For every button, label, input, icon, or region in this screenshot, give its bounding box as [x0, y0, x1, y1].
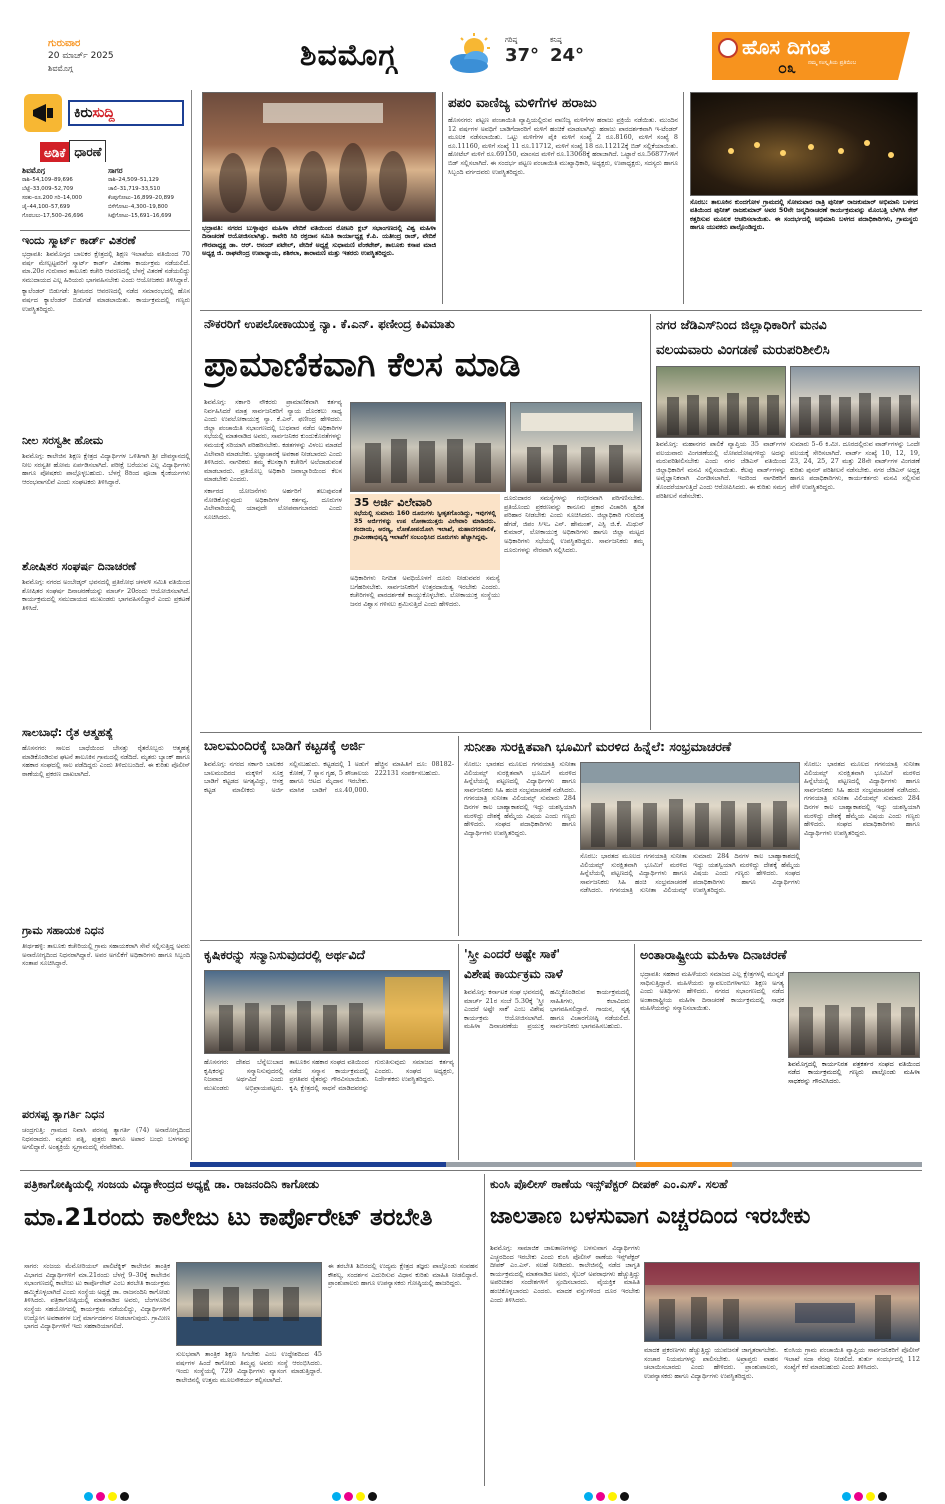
date-label: 20 ಮಾರ್ಚ್ 2025	[48, 51, 114, 61]
min-temp-block	[550, 36, 590, 76]
masthead	[0, 0, 945, 90]
sidebar-body-4: ಹೊಸನಗರ: ಸಾಲದ ಬಾಧೆಯಿಂದ ಬೇಸತ್ತು ರೈತರೊಬ್ಬರು ಆತ್ಮಹತ್ಯೆ ಮಾಡಿಕೊಂಡಿರುವ ಘಟನೆ ತಾಲೂಕಿನ ಗ್ರಾಮದಲ್ಲಿ ನಡೆದಿದೆ. ಮೃತರು ಬ್ಯಾಂಕ್ ಹಾಗೂ ಸಹಕಾರ ಸಂಘದಲ್ಲಿ ಸಾಲ ಪಡೆದಿದ್ದರು ಎಂದು ತಿಳಿದುಬಂದಿದೆ. ಈ ಕುರಿತು ಪೊಲೀಸ್ ಠಾಣೆಯಲ್ಲಿ ಪ್ರಕರಣ ದಾಖಲಾಗಿದೆ.	[22, 744, 190, 778]
photo-mahila-caption: ಭದ್ರಾವತಿ: ನಗರದ ಬುಳ್ಳಾಪುರ ಮಹಿಳಾ ವೇದಿಕೆ ವತಿಯಿಂದ ರೋಟರಿ ಕ್ಲಬ್ ಸಭಾಂಗಣದಲ್ಲಿ ವಿಶ್ವ ಮಹಿಳಾ ದಿನಾಚರಣೆ ಆಯೋಜಿಸಲಾಗಿತ್ತು. ಕಾವೇರಿ ಸಿರಿ ರಕ್ತದಾನ ಸಮಿತಿ ಕಾರ್ಯಾಧ್ಯಕ್ಷ ಕೆ.ಪಿ. ಯತೀಂದ್ರ ರಾಜ್, ವೇದಿಕೆ ಗೌರವಾಧ್ಯಕ್ಷ ಡಾ. ಆರ್. ಆನಂದ್ ಪಟೇಲ್, ವೇದಿಕೆ ಅಧ್ಯಕ್ಷೆ ಸುಧಾಮಣಿ ವೆಂಕಟೇಶ್, ತಾಲೂಕು ಕಸಾಪ ಮಾಜಿ ಅಧ್ಯಕ್ಷ ಜಿ. ರಾಘವೇಂದ್ರ ಉಪಾಧ್ಯಾಯ, ಶಶಿಕಲಾ, ತಾರಾಮಣಿ ಮತ್ತು ಇತರರು ಉಪಸ್ಥಿತರಿದ್ದರು.	[202, 224, 436, 258]
sidebar-body-2: ಶಿವಮೊಗ್ಗ: ಕಾಲೇಜಿನ ಶಿಕ್ಷಣ ಕ್ಷೇತ್ರದ ವಿದ್ಯಾರ್ಥಿಗಳ ಒಳಿತಿಗಾಗಿ ಶ್ರೀ ದೇವಸ್ಥಾನದಲ್ಲಿ ನೀಲ ಸರಸ್ವತೀ ಹೋಮ ಏರ್ಪಡಿಸಲಾಗಿದೆ. ಪರೀಕ್ಷೆ ಬರೆಯುವ ಎಲ್ಲ ವಿದ್ಯಾರ್ಥಿಗಳು ಹಾಗೂ ಪೋಷಕರು ಪಾಲ್ಗೊಳ್ಳಬಹುದು. ಬೆಳಗ್ಗೆ 8ರಿಂದ ಪೂಜಾ ಕೈಂಕರ್ಯಗಳು ಆರಂಭವಾಗಲಿವೆ ಎಂದು ಸಂಘಟಕರು ತಿಳಿಸಿದ್ದಾರೆ.	[22, 452, 190, 486]
section-divider-orange	[636, 1162, 732, 1167]
antararashtriya-caption: ಶಿವಮೊಗ್ಗದಲ್ಲಿ ಕಾರ್ಯನಿರತ ಪತ್ರಕರ್ತರ ಸಂಘದ ವತಿಯಿಂದ ನಡೆದ ಕಾರ್ಯಕ್ರಮದಲ್ಲಿ ಗಣ್ಯರು ಪಾಲ್ಗೊಂಡು ಮಹಿಳಾ ಸಾಧಕರನ್ನು ಗೌರವಿಸಿದರು.	[788, 1060, 920, 1085]
papam-headline: ಪಪಂ ವಾಣಿಜ್ಯ ಮಳಿಗೆಗಳ ಹರಾಜು	[448, 95, 597, 111]
police-body-col2: ಮಾದಕ ಪ್ರಕರಣಗಳು ಹೆಚ್ಚುತ್ತಿದ್ದು ಯುವಜನತೆ ಜಾಗೃತರಾಗಬೇಕು. ಸಂಚಾರ ನಿಯಮಗಳನ್ನು ಪಾಲಿಸಬೇಕು. ಅಪ್ರಾಪ್ತರು ವಾಹನ ಚಲಾಯಿಸಬಾರದು ಎಂದು ಹೇಳಿದರು. ಪ್ರಾಂಶುಪಾಲರು, ಉಪನ್ಯಾಸಕರು ಹಾಗೂ ವಿದ್ಯಾರ್ಥಿಗಳು ಉಪಸ್ಥಿತರಿದ್ದರು.	[644, 1346, 778, 1380]
lokayukta-box-body: ಸಭೆಯಲ್ಲಿ ಸುಮಾರು 160 ದೂರುಗಳು ಸ್ವೀಕೃತಗೊಂಡಿದ್ದು, ಇವುಗಳಲ್ಲಿ 35 ಅರ್ಜಿಗಳನ್ನು ಉಪ ಲೋಕಾಯುಕ್ತರು ವಿಲೇವಾರಿ ಮಾಡಿದರು. ಕಂದಾಯ, ಅರಣ್ಯ, ಲೋಕೋಪಯೋಗಿ ಇಲಾಖೆ, ಮಹಾನಗರಪಾಲಿಕೆ, ಗ್ರಾಮೀಣಾಭಿವೃದ್ಧಿ ಇಲಾಖೆಗೆ ಸಂಬಂಧಿಸಿದ ದೂರುಗಳು ಹೆಚ್ಚಾಗಿದ್ದವು.	[354, 510, 496, 541]
sidebar-heading-4: ಸಾಲಬಾಧೆ: ರೈತ ಆತ್ಮಹತ್ಯೆ	[22, 726, 114, 739]
sidebar-heading-6: ಪರಸಪ್ಪ ತ್ಯಾಗರ್ತಿ ನಿಧನ	[22, 1108, 105, 1121]
market1-label: ಶಿವಮೊಗ್ಗ	[22, 166, 46, 175]
lokayukta-col3: ದೂರುದಾರರ ಸಮಸ್ಯೆಗಳನ್ನು ಗಂಭೀರವಾಗಿ ಪರಿಗಣಿಸಬೇಕು. ಪ್ರತಿಯೊಂದು ಪ್ರಕರಣವನ್ನು ಕಾನೂನು ಪ್ರಕಾರ ವಿಚಾರಿಸಿ ತ್ವರಿತ ಪರಿಹಾರ ನೀಡಬೇಕು ಎಂದು ಸೂಚಿಸಿದರು. ಜಿಲ್ಲಾಧಿಕಾರಿ ಗುರುದತ್ತ ಹೆಗಡೆ, ಜಿಪಂ ಸಿಇಒ ಎನ್. ಹೇಮಂತ್, ಎಸ್ಪಿ ಜಿ.ಕೆ. ಮಿಥುನ್ ಕುಮಾರ್, ಲೋಕಾಯುಕ್ತ ಅಧಿಕಾರಿಗಳು ಹಾಗೂ ಜಿಲ್ಲಾ ಮಟ್ಟದ ಅಧಿಕಾರಿಗಳು ಸಭೆಯಲ್ಲಿ ಉಪಸ್ಥಿತರಿದ್ದರು. ಸಾರ್ವಜನಿಕರು ತಮ್ಮ ದೂರುಗಳನ್ನು ನೇರವಾಗಿ ಸಲ್ಲಿಸಿದರು.	[504, 494, 644, 554]
market1-rates: ರಾಶಿ–54,109–89,696 ಬೆಟ್ಟೆ–33,009–52,709 ಸರಕು–ರೂ.200 ಗರಿ–14,000 ಚೈ–44,100–57,699 ಗೊರಬಲು–17,500–26,696	[22, 177, 84, 219]
sunita-headline: ಸುನೀತಾ ಸುರಕ್ಷಿತವಾಗಿ ಭೂಮಿಗೆ ಮರಳಿದ ಹಿನ್ನೆಲೆ: ಸಂಭ್ರಮಾಚರಣೆ	[464, 739, 732, 754]
lokayukta-col1-para-a: ಶಿವಮೊಗ್ಗ: ಸರ್ಕಾರಿ ನೌಕರರು ಪ್ರಾಮಾಣಿಕವಾಗಿ ಕರ್ತವ್ಯ ನಿರ್ವಹಿಸಿದರೆ ಮಾತ್ರ ಸಾರ್ವಜನಿಕರಿಗೆ ನ್ಯಾಯ ದೊರಕಲು ಸಾಧ್ಯ ಎಂದು ಉಪಲೋಕಾಯುಕ್ತ ನ್ಯಾ. ಕೆ.ಎನ್. ಫಣೀಂದ್ರ ಹೇಳಿದರು. ಜಿಲ್ಲಾ ಪಂಚಾಯಿತಿ ಸಭಾಂಗಣದಲ್ಲಿ ಬುಧವಾರ ನಡೆದ ಅಧಿಕಾರಿಗಳ ಸಭೆಯಲ್ಲಿ ಮಾತನಾಡಿದ ಅವರು, ಸಾರ್ವಜನಿಕರ ಕುಂದುಕೊರತೆಗಳನ್ನು ಸಮಯಕ್ಕೆ ಸರಿಯಾಗಿ ಪರಿಹರಿಸಬೇಕು. ಕಡತಗಳನ್ನು ವಿಳಂಬ ಮಾಡದೆ ವಿಲೇವಾರಿ ಮಾಡಬೇಕು. ಭ್ರಷ್ಟಾಚಾರಕ್ಕೆ ಅವಕಾಶ ನೀಡಬಾರದು ಎಂದು ತಿಳಿಸಿದರು. ನಾಗರಿಕರು ತಮ್ಮ ಕೆಲಸಕ್ಕಾಗಿ ಕಚೇರಿಗೆ ಅಲೆದಾಡುವಂತೆ ಮಾಡಬಾರದು. ಪ್ರತಿಯೊಬ್ಬ ಅಧಿಕಾರಿ ಜವಾಬ್ದಾರಿಯಿಂದ ಕೆಲಸ ಮಾಡಬೇಕು ಎಂದರು.	[204, 398, 342, 484]
college-body-col3: ಈ ತರಬೇತಿ ಶಿಬಿರದಲ್ಲಿ ಉದ್ಯಮ ಕ್ಷೇತ್ರದ ತಜ್ಞರು ಪಾಲ್ಗೊಂಡು ಸಂವಹನ ಕೌಶಲ್ಯ, ಸಂದರ್ಶನ ಎದುರಿಸುವ ವಿಧಾನ ಕುರಿತು ಮಾಹಿತಿ ನೀಡಲಿದ್ದಾರೆ. ಪ್ರಾಂಶುಪಾಲರು ಹಾಗೂ ಉಪನ್ಯಾಸಕರು ಗೋಷ್ಠಿಯಲ್ಲಿ ಹಾಜರಿದ್ದರು.	[328, 1262, 478, 1288]
city-small-label: ಶಿವಮೊಗ್ಗ	[48, 64, 73, 73]
lokayukta-col1-para-b: ಸರ್ಕಾರದ ಯೋಜನೆಗಳು ಅರ್ಹರಿಗೆ ತಲುಪುವಂತೆ ನೋಡಿಕೊಳ್ಳುವುದು ಅಧಿಕಾರಿಗಳ ಕರ್ತವ್ಯ. ದೂರುಗಳ ವಿಲೇವಾರಿಯಲ್ಲಿ ಯಾವುದೇ ಲೋಪವಾಗಬಾರದು ಎಂದು ಸೂಚಿಸಿದರು.	[204, 486, 342, 521]
max-temp-value: 37°	[505, 45, 540, 66]
photo-sunita-celebration	[580, 762, 800, 850]
photo-candles-night	[690, 92, 918, 196]
sidebar-heading-2: ನೀಲ ಸರಸ್ವತೀ ಹೋಮ	[22, 434, 104, 447]
sidebar-para-1b: ಕ್ಯಾಲೆಂಡರ್ ಬಿಡುಗಡೆ: ಶ್ರೀಮಠದ ಆವರಣದಲ್ಲಿ ನಡೆದ ಸಮಾರಂಭದಲ್ಲಿ ಹೊಸ ವರ್ಷದ ಕ್ಯಾಲೆಂಡರ್ ಬಿಡುಗಡೆ ಮಾಡಲಾಯಿತು. ಕಾರ್ಯಕ್ರಮದಲ್ಲಿ ಗಣ್ಯರು ಉಪಸ್ಥಿತರಿದ್ದರು.	[22, 287, 190, 313]
jds-headline-1: ನಗರ ಜೆಡಿಎಸ್‌ನಿಂದ ಜಿಲ್ಲಾಧಿಕಾರಿಗೆ ಮನವಿ	[656, 317, 827, 332]
registration-marks	[0, 1490, 945, 1504]
masthead-title: ಶಿವಮೊಗ್ಗ	[300, 38, 398, 73]
section-divider-gray	[446, 1162, 636, 1167]
lokayukta-box-title: 35 ಅರ್ಜಿ ವಿಲೇವಾರಿ	[354, 496, 432, 509]
photo-lokayukta-dais	[510, 402, 642, 492]
kirusuddi-part-b: ಸುದ್ದಿ	[92, 105, 115, 121]
sidebar-heading-3: ಶೋಷಿತರ ಸಂಘರ್ಷ ದಿನಾಚರಣೆ	[22, 560, 137, 573]
sidebar-para-1a: ಭದ್ರಾವತಿ: ಶಿವಮೊಗ್ಗದ ಬಾಲಕರ ಕ್ಷೇತ್ರದಲ್ಲಿ ಶಿಕ್ಷಣ ಇಲಾಖೆಯ ವತಿಯಿಂದ 70 ವರ್ಷ ಮೇಲ್ಪಟ್ಟವರಿಗೆ ಸ್ಮಾರ್ಟ್ ಕಾರ್ಡ್ ವಿತರಣಾ ಕಾರ್ಯಕ್ರಮ ನಡೆಯಲಿದೆ. ಮಾ.20ರ ಗುರುವಾರ ತಾಲೂಕು ಕಚೇರಿ ಆವರಣದಲ್ಲಿ ಬೆಳಗ್ಗೆ ವಿತರಣೆ ನಡೆಯಲಿದ್ದು ಸಮುದಾಯದ ಎಲ್ಲ ಹಿರಿಯರು ಭಾಗವಹಿಸಬೇಕು ಎಂದು ಆಯೋಜಕರು ತಿಳಿಸಿದ್ದಾರೆ.	[22, 250, 190, 284]
adike-part-a: ಅಡಿಕೆ	[40, 142, 69, 162]
stri-headline-2: ವಿಶೇಷ ಕಾರ್ಯಕ್ರಮ ನಾಳೆ	[464, 967, 563, 981]
krishi-body: ಹೊಸನಗರ: ದೇಶದ ಬೆನ್ನೆಲುಬಾದ ಕೃಷಿಕರನ್ನು ಸನ್ಮಾನಿಸುವುದರಲ್ಲಿ ನಿಜವಾದ ಅರ್ಥವಿದೆ ಎಂದು ಮುಖಂಡರು ಅಭಿಪ್ರಾಯಪಟ್ಟರು. ತಾಲೂಕಿನ ಸಹಕಾರ ಸಂಘದ ವತಿಯಿಂದ ನಡೆದ ಸನ್ಮಾನ ಕಾರ್ಯಕ್ರಮದಲ್ಲಿ ಪ್ರಗತಿಪರ ರೈತರನ್ನು ಗೌರವಿಸಲಾಯಿತು. ಕೃಷಿ ಕ್ಷೇತ್ರದಲ್ಲಿ ಸಾಧನೆ ಮಾಡಿದವರನ್ನು ಗುರುತಿಸುವುದು ಸಮಾಜದ ಕರ್ತವ್ಯ ಎಂದರು. ಸಂಘದ ಅಧ್ಯಕ್ಷರು, ನಿರ್ದೇಶಕರು ಉಪಸ್ಥಿತರಿದ್ದರು.	[204, 1058, 454, 1092]
photo-krishi-felicitation	[204, 970, 450, 1054]
logo-emblem-icon	[718, 38, 738, 58]
section-divider-blue	[190, 1162, 446, 1167]
sunita-body-right-para: ಸೊರಬ: ಭಾರತದ ಮೂಲದ ಗಗನಯಾತ್ರಿ ಸುನೀತಾ ವಿಲಿಯಮ್ಸ್ ಸುರಕ್ಷಿತವಾಗಿ ಭೂಮಿಗೆ ಮರಳಿದ ಹಿನ್ನೆಲೆಯಲ್ಲಿ ಪಟ್ಟಣದಲ್ಲಿ ವಿದ್ಯಾರ್ಥಿಗಳು ಹಾಗೂ ಸಾರ್ವಜನಿಕರು ಸಿಹಿ ಹಂಚಿ ಸಂಭ್ರಮಾಚರಣೆ ನಡೆಸಿದರು. ಗಗನಯಾತ್ರಿ ಸುನೀತಾ ವಿಲಿಯಮ್ಸ್ ಸುಮಾರು 284 ದಿನಗಳ ಕಾಲ ಬಾಹ್ಯಾಕಾಶದಲ್ಲಿ ಇದ್ದು ಯಶಸ್ವಿಯಾಗಿ ಮರಳಿದ್ದು ದೇಶಕ್ಕೆ ಹೆಮ್ಮೆಯ ವಿಷಯ ಎಂದು ಗಣ್ಯರು ಹೇಳಿದರು. ಸಂಘದ ಪದಾಧಿಕಾರಿಗಳು ಹಾಗೂ ವಿದ್ಯಾರ್ಥಿಗಳು ಉಪಸ್ಥಿತರಿದ್ದರು.	[804, 760, 920, 837]
sidebar-heading-1: ಇಂದು ಸ್ಮಾರ್ಟ್ ಕಾರ್ಡ್ ವಿತರಣೆ	[22, 234, 136, 247]
lokayukta-kicker: ನೌಕರರಿಗೆ ಉಪಲೋಕಾಯುಕ್ತ ನ್ಯಾ. ಕೆ.ಎನ್. ಫಣೀಂದ್ರ ಕಿವಿಮಾತು	[204, 317, 455, 331]
market-rates	[20, 166, 190, 228]
stri-headline-1: 'ಸ್ತ್ರೀ ಎಂದರೆ ಅಷ್ಟೇ ಸಾಕೆ'	[464, 947, 561, 961]
police-kicker: ಕುಂಸಿ ಪೊಲೀಸ್ ಠಾಣೆಯ ಇನ್ಸ್‌ಪೆಕ್ಟರ್ ದೀಪಕ್ ಎಂ.ಎಸ್. ಸಲಹೆ	[490, 1177, 728, 1191]
jds-col2: ಸುಮಾರು 5–6 ಕಿ.ಮೀ. ದೂರದಲ್ಲಿರುವ ವಾರ್ಡ್‌ಗಳನ್ನು ಒಂದೇ ವಲಯಕ್ಕೆ ಸೇರಿಸಲಾಗಿದೆ. ವಾರ್ಡ್ ಸಂಖ್ಯೆ 10, 12, 19, 23, 24, 25, 27 ಮತ್ತು 28ನೇ ವಾರ್ಡ್‌ಗಳ ವಿಂಗಡಣೆ ಕುರಿತು ಪುನರ್ ಪರಿಶೀಲನೆ ನಡೆಸಬೇಕು. ನಗರ ಜೆಡಿಎಸ್ ಅಧ್ಯಕ್ಷ ಹಾಗೂ ಪದಾಧಿಕಾರಿಗಳು, ಕಾರ್ಯಕರ್ತರು ಮನವಿ ಸಲ್ಲಿಸುವ ವೇಳೆ ಉಪಸ್ಥಿತರಿದ್ದರು.	[790, 440, 920, 491]
antararashtriya-body: ಭದ್ರಾವತಿ: ಸಹಕಾರ ಮಹಿಳೆಯರು ಸಮಾಜದ ಎಲ್ಲ ಕ್ಷೇತ್ರಗಳಲ್ಲಿ ಮುನ್ನಡೆ ಸಾಧಿಸುತ್ತಿದ್ದಾರೆ. ಮಹಿಳೆಯರು ಸ್ವಾವಲಂಬಿಗಳಾಗಲು ಶಿಕ್ಷಣ ಅಗತ್ಯ ಎಂದು ಅತಿಥಿಗಳು ಹೇಳಿದರು. ನಗರದ ಸಭಾಂಗಣದಲ್ಲಿ ನಡೆದ ಅಂತಾರಾಷ್ಟ್ರೀಯ ಮಹಿಳಾ ದಿನಾಚರಣೆ ಕಾರ್ಯಕ್ರಮದಲ್ಲಿ ಸಾಧಕ ಮಹಿಳೆಯರನ್ನು ಸನ್ಮಾನಿಸಲಾಯಿತು.	[640, 970, 784, 1013]
orange-diagonal-tab	[880, 32, 910, 80]
min-temp-label: ಕನಿಷ್ಠ	[550, 36, 562, 44]
adike-dharane-box	[40, 140, 160, 162]
sunita-body-mid-para: ಸೊರಬ: ಭಾರತದ ಮೂಲದ ಗಗನಯಾತ್ರಿ ಸುನೀತಾ ವಿಲಿಯಮ್ಸ್ ಸುರಕ್ಷಿತವಾಗಿ ಭೂಮಿಗೆ ಮರಳಿದ ಹಿನ್ನೆಲೆಯಲ್ಲಿ ಪಟ್ಟಣದಲ್ಲಿ ವಿದ್ಯಾರ್ಥಿಗಳು ಹಾಗೂ ಸಾರ್ವಜನಿಕರು ಸಿಹಿ ಹಂಚಿ ಸಂಭ್ರಮಾಚರಣೆ ನಡೆಸಿದರು. ಗಗನಯಾತ್ರಿ ಸುನೀತಾ ವಿಲಿಯಮ್ಸ್ ಸುಮಾರು 284 ದಿನಗಳ ಕಾಲ ಬಾಹ್ಯಾಕಾಶದಲ್ಲಿ ಇದ್ದು ಯಶಸ್ವಿಯಾಗಿ ಮರಳಿದ್ದು ದೇಶಕ್ಕೆ ಹೆಮ್ಮೆಯ ವಿಷಯ ಎಂದು ಗಣ್ಯರು ಹೇಳಿದರು. ಸಂಘದ ಪದಾಧಿಕಾರಿಗಳು ಹಾಗೂ ವಿದ್ಯಾರ್ಥಿಗಳು ಉಪಸ್ಥಿತರಿದ್ದರು.	[580, 852, 800, 895]
jds-col1: ಶಿವಮೊಗ್ಗ: ಮಹಾನಗರ ಪಾಲಿಕೆ ವ್ಯಾಪ್ತಿಯ 35 ವಾರ್ಡ್‌ಗಳ ವಲಯವಾರು ವಿಂಗಡಣೆಯಲ್ಲಿ ಲೋಪದೋಷಗಳಿದ್ದು ಅದನ್ನು ಮರುಪರಿಶೀಲಿಸಬೇಕು ಎಂದು ನಗರ ಜೆಡಿಎಸ್ ವತಿಯಿಂದ ಜಿಲ್ಲಾಧಿಕಾರಿಗೆ ಮನವಿ ಸಲ್ಲಿಸಲಾಯಿತು. ಕೆಲವು ವಾರ್ಡ್‌ಗಳನ್ನು ಅವೈಜ್ಞಾನಿಕವಾಗಿ ವಿಂಗಡಿಸಲಾಗಿದೆ. ಇದರಿಂದ ನಾಗರಿಕರಿಗೆ ತೊಂದರೆಯಾಗುತ್ತಿದೆ ಎಂದು ಆರೋಪಿಸಿದರು. ಈ ಕುರಿತು ಸಮಗ್ರ ಪರಿಶೀಲನೆ ನಡೆಸಬೇಕು.	[656, 440, 786, 500]
police-headline: ಜಾಲತಾಣ ಬಳಸುವಾಗ ಎಚ್ಚರದಿಂದ ಇರಬೇಕು	[490, 1204, 811, 1229]
market2-rates: ರಾಶಿ–24,509–51,129 ಚಾಲಿ–31,719–33,510 ಕೆಂಪುಗೋಟು–16,899–20,899 ಬಿಳೆಗೋಟು–4,300–19,800 ಸಿಪ್ಪೆಗೋಟು–15,691–16,699	[108, 177, 174, 219]
kirusuddi-header	[24, 92, 184, 136]
photo-jds-memorandum	[656, 366, 786, 438]
sunita-body: ಸೊರಬ: ಭಾರತದ ಮೂಲದ ಗಗನಯಾತ್ರಿ ಸುನೀತಾ ವಿಲಿಯಮ್ಸ್ ಸುರಕ್ಷಿತವಾಗಿ ಭೂಮಿಗೆ ಮರಳಿದ ಹಿನ್ನೆಲೆಯಲ್ಲಿ ಪಟ್ಟಣದಲ್ಲಿ ವಿದ್ಯಾರ್ಥಿಗಳು ಹಾಗೂ ಸಾರ್ವಜನಿಕರು ಸಿಹಿ ಹಂಚಿ ಸಂಭ್ರಮಾಚರಣೆ ನಡೆಸಿದರು. ಗಗನಯಾತ್ರಿ ಸುನೀತಾ ವಿಲಿಯಮ್ಸ್ ಸುಮಾರು 284 ದಿನಗಳ ಕಾಲ ಬಾಹ್ಯಾಕಾಶದಲ್ಲಿ ಇದ್ದು ಯಶಸ್ವಿಯಾಗಿ ಮರಳಿದ್ದು ದೇಶಕ್ಕೆ ಹೆಮ್ಮೆಯ ವಿಷಯ ಎಂದು ಗಣ್ಯರು ಹೇಳಿದರು. ಸಂಘದ ಪದಾಧಿಕಾರಿಗಳು ಹಾಗೂ ವಿದ್ಯಾರ್ಥಿಗಳು ಉಪಸ್ಥಿತರಿದ್ದರು.	[464, 760, 576, 837]
page-number: ೦೩	[778, 58, 796, 77]
kirusuddi-part-a: ಕಿರು	[74, 105, 93, 121]
college-kicker: ಪತ್ರಿಕಾಗೋಷ್ಠಿಯಲ್ಲಿ ಸಂಜಯ ವಿದ್ಯಾಕೇಂದ್ರದ ಅಧ್ಯಕ್ಷೆ ಡಾ. ರಾಜನಂದಿನಿ ಕಾಗೋಡು	[24, 1177, 320, 1191]
balamandira-body: ಶಿವಮೊಗ್ಗ: ನಗರದ ಸರ್ಕಾರಿ ಬಾಲಕರ ಬಾಲಮಂದಿರದ ಮಕ್ಕಳಿಗೆ ಸೂಕ್ತ ಬಾಡಿಗೆ ಕಟ್ಟಡದ ಅಗತ್ಯವಿದ್ದು, ಆಸಕ್ತ ಕಟ್ಟಡ ಮಾಲೀಕರು ಅರ್ಜಿ ಸಲ್ಲಿಸಬಹುದು. ಕಟ್ಟಡದಲ್ಲಿ 1 ಅಡುಗೆ ಕೋಣೆ, 7 ಸ್ನಾನ ಗೃಹ, 5 ಶೌಚಾಲಯ ಹಾಗೂ ಆಟದ ಮೈದಾನ ಇರಬೇಕು. ಮಾಸಿಕ ಬಾಡಿಗೆ ರೂ.40,000. ಹೆಚ್ಚಿನ ಮಾಹಿತಿಗೆ ದೂ: 08182-222131 ಸಂಪರ್ಕಿಸಬಹುದು.	[204, 760, 454, 794]
college-headline: ಮಾ.21ರಂದು ಕಾಲೇಜು ಟು ಕಾರ್ಪೊರೇಟ್ ತರಬೇತಿ	[24, 1203, 433, 1231]
antararashtriya-headline: ಅಂತಾರಾಷ್ಟ್ರೀಯ ಮಹಿಳಾ ದಿನಾಚರಣೆ	[640, 947, 787, 962]
lokayukta-highlight-box	[350, 494, 500, 570]
police-body-col3: ಕುಂಸಿಯ ಗ್ರಾಮ ಪಂಚಾಯಿತಿ ವ್ಯಾಪ್ತಿಯ ಸಾರ್ವಜನಿಕರಿಗೆ ಪೊಲೀಸ್ ಇಲಾಖೆ ಸದಾ ನೆರವು ನೀಡಲಿದೆ. ತುರ್ತು ಸಂದರ್ಭದಲ್ಲಿ 112 ಸಂಖ್ಯೆಗೆ ಕರೆ ಮಾಡಬಹುದು ಎಂದು ತಿಳಿಸಿದರು.	[784, 1346, 920, 1372]
weather-cloud-sun-icon	[442, 32, 498, 76]
police-body-col1: ಶಿವಮೊಗ್ಗ: ಸಾಮಾಜಿಕ ಜಾಲತಾಣಗಳನ್ನು ಬಳಸುವಾಗ ವಿದ್ಯಾರ್ಥಿಗಳು ಎಚ್ಚರದಿಂದ ಇರಬೇಕು ಎಂದು ಕುಂಸಿ ಪೊಲೀಸ್ ಠಾಣೆಯ ಇನ್ಸ್‌ಪೆಕ್ಟರ್ ದೀಪಕ್ ಎಂ.ಎಸ್. ಸಲಹೆ ನೀಡಿದರು. ಕಾಲೇಜಿನಲ್ಲಿ ನಡೆದ ಜಾಗೃತಿ ಕಾರ್ಯಕ್ರಮದಲ್ಲಿ ಮಾತನಾಡಿದ ಅವರು, ಸೈಬರ್ ಅಪರಾಧಗಳು ಹೆಚ್ಚುತ್ತಿದ್ದು ಅಪರಿಚಿತರ ಸಂದೇಶಗಳಿಗೆ ಸ್ಪಂದಿಸಬಾರದು. ವೈಯಕ್ತಿಕ ಮಾಹಿತಿ ಹಂಚಿಕೊಳ್ಳಬಾರದು ಎಂದರು. ಮಾದಕ ವಸ್ತುಗಳಿಂದ ದೂರ ಇರಬೇಕು ಎಂದು ತಿಳಿಸಿದರು.	[490, 1244, 640, 1304]
sunita-body-mid	[580, 852, 800, 938]
sunita-body-right	[804, 760, 920, 938]
jds-headline-2: ವಲಯವಾರು ವಿಂಗಡಣೆ ಮರುಪರಿಶೀಲಿಸಿ	[656, 342, 830, 358]
sidebar-body-6: ಚಂದ್ರಗುತ್ತಿ: ಗ್ರಾಮದ ನಿವಾಸಿ ಪರಸಪ್ಪ ತ್ಯಾಗರ್ತಿ (74) ಅನಾರೋಗ್ಯದಿಂದ ನಿಧನರಾದರು. ಮೃತರು ಪತ್ನಿ, ಪುತ್ರರು ಹಾಗೂ ಅಪಾರ ಬಂಧು ಬಳಗವನ್ನು ಅಗಲಿದ್ದಾರೆ. ಅಂತ್ಯಕ್ರಿಯೆ ಸ್ವಗ್ರಾಮದಲ್ಲಿ ನೆರವೇರಿತು.	[22, 1126, 190, 1152]
photo-candles-caption: ಸೊರಬ: ತಾಲೂಕಿನ ಕುಂದಗೋಳ ಗ್ರಾಮದಲ್ಲಿ ಸೋಮವಾರ ರಾತ್ರಿ ಪುನೀತ್ ರಾಜಕುಮಾರ್ ಅಭಿಮಾನಿ ಬಳಗದ ವತಿಯಿಂದ ಪುನೀತ್ ರಾಜಕುಮಾರ್ ಅವರ 50ನೇ ಜನ್ಮದಿನಾಚರಣೆ ಕಾರ್ಯಕ್ರಮವನ್ನು ಮೊಂಬತ್ತಿ ಬೆಳಗಿಸಿ ಕೇಕ್ ಕತ್ತರಿಸುವ ಮೂಲಕ ಆಚರಿಸಲಾಯಿತು. ಈ ಸಂದರ್ಭದಲ್ಲಿ ಅಭಿಮಾನಿ ಬಳಗದ ಪದಾಧಿಕಾರಿಗಳು, ಗ್ರಾಮಸ್ಥರು ಹಾಗೂ ಯುವಕರು ಪಾಲ್ಗೊಂಡಿದ್ದರು.	[690, 198, 918, 232]
day-label: ಗುರುವಾರ	[48, 38, 81, 49]
photo-college-press-meet	[176, 1262, 322, 1346]
market2-label: ಸಾಗರ	[108, 166, 123, 175]
lokayukta-col2: ಅಧಿಕಾರಿಗಳು ನಿಗದಿತ ಅವಧಿಯೊಳಗೆ ದೂರು ನೀಡುವವರ ಸಮಸ್ಯೆ ಬಗೆಹರಿಸಬೇಕು. ಸಾರ್ವಜನಿಕರಿಗೆ ಉತ್ತರದಾಯಿತ್ವ ಇರಬೇಕು ಎಂದರು. ಕಚೇರಿಗಳಲ್ಲಿ ಪಾರದರ್ಶಕತೆ ಕಾಯ್ದುಕೊಳ್ಳಬೇಕು. ಲೋಕಾಯುಕ್ತ ಸಂಸ್ಥೆಯು ಜನರ ವಿಶ್ವಾಸ ಗಳಿಸಲು ಶ್ರಮಿಸುತ್ತಿದೆ ಎಂದು ಹೇಳಿದರು.	[350, 574, 500, 608]
megaphone-icon	[24, 94, 62, 132]
balamandira-headline: ಬಾಲಮಂದಿರಕ್ಕೆ ಬಾಡಿಗೆ ಕಟ್ಟಡಕ್ಕೆ ಅರ್ಜಿ	[204, 739, 365, 754]
paper-name: ಹೊಸ ದಿಗಂತ	[742, 35, 831, 59]
adike-part-b: ಧಾರಣೆ	[69, 140, 106, 162]
lokayukta-col1	[204, 398, 342, 728]
papam-body: ಹೊಸನಗರ: ಪಟ್ಟಣ ಪಂಚಾಯಿತಿ ವ್ಯಾಪ್ತಿಯಲ್ಲಿರುವ ವಾಣಿಜ್ಯ ಮಳಿಗೆಗಳ ಹರಾಜು ಪ್ರಕ್ರಿಯೆ ನಡೆಯಿತು. ಮುಂದಿನ 12 ವರ್ಷಗಳ ಅವಧಿಗೆ ಬಾಡಿಗೆದಾರರಿಗೆ ಮಳಿಗೆ ಹಂಚಿಕೆ ಮಾಡಲಾಗಿದ್ದು ಹರಾಜು ಪಾರದರ್ಶಕವಾಗಿ ಇ-ಟೆಂಡರ್ ಮೂಲಕ ನಡೆಸಲಾಯಿತು. ಒಟ್ಟು ಮಳಿಗೆಗಳ ಪೈಕಿ ಮಳಿಗೆ ಸಂಖ್ಯೆ 2 ರೂ.8160, ಮಳಿಗೆ ಸಂಖ್ಯೆ 8 ರೂ.11160, ಮಳಿಗೆ ಸಂಖ್ಯೆ 11 ರೂ.11712, ಮಳಿಗೆ ಸಂಖ್ಯೆ 18 ರೂ.11212ಕ್ಕೆ ಬಿಡ್ ಸಲ್ಲಿಕೆಯಾಯಿತು. ಹೋಟೆಲ್ ಮಳಿಗೆ ರೂ.69150, ಮಾಂಸದ ಮಳಿಗೆ ರೂ.13068ಕ್ಕೆ ಹರಾಜಾಗಿದೆ. ಒಟ್ಟಾರೆ ರೂ.56877ಗಳಿಗೆ ಬಿಡ್ ಸಲ್ಲಿಸಲಾಗಿದೆ. ಈ ಸಂದರ್ಭ ಪಟ್ಟಣ ಪಂಚಾಯಿತಿ ಮುಖ್ಯಾಧಿಕಾರಿ, ಅಧ್ಯಕ್ಷರು, ಉಪಾಧ್ಯಕ್ಷರು, ಸದಸ್ಯರು ಹಾಗೂ ಸಿಬ್ಬಂದಿ ವರ್ಗದವರು ಉಪಸ್ಥಿತರಿದ್ದರು.	[448, 116, 678, 176]
sidebar-body-5: ತೀರ್ಥಹಳ್ಳಿ: ತಾಲೂಕು ಕಚೇರಿಯಲ್ಲಿ ಗ್ರಾಮ ಸಹಾಯಕರಾಗಿ ಸೇವೆ ಸಲ್ಲಿಸುತ್ತಿದ್ದ ಅವರು ಅನಾರೋಗ್ಯದಿಂದ ನಿಧನರಾಗಿದ್ದಾರೆ. ಅವರ ಅಗಲಿಕೆಗೆ ಅಧಿಕಾರಿಗಳು ಹಾಗೂ ಸಿಬ್ಬಂದಿ ಸಂತಾಪ ಸೂಚಿಸಿದ್ದಾರೆ.	[22, 942, 190, 968]
photo-mahila-dinacharane-2	[788, 972, 920, 1058]
photo-lokayukta-meeting	[350, 402, 506, 492]
photo-police-awareness	[644, 1262, 920, 1342]
college-body-col2: ಸುಲಭವಾಗಿ ತಾಂತ್ರಿಕ ಶಿಕ್ಷಣ ಸಿಗಬೇಕು ಎಂಬ ಉದ್ದೇಶದಿಂದ 45 ವರ್ಷಗಳ ಹಿಂದೆ ಕಾಗೋಡು ತಿಮ್ಮಪ್ಪ ಅವರು ಸಂಸ್ಥೆ ಆರಂಭಿಸಿದರು. ಇಂದು ಸಂಸ್ಥೆಯಲ್ಲಿ 729 ವಿದ್ಯಾರ್ಥಿಗಳು ವ್ಯಾಸಂಗ ಮಾಡುತ್ತಿದ್ದಾರೆ. ಕಾಲೇಜಿನಲ್ಲಿ ಉತ್ತಮ ಮೂಲಸೌಕರ್ಯ ಕಲ್ಪಿಸಲಾಗಿದೆ.	[176, 1350, 322, 1384]
lokayukta-headline: ಪ್ರಾಮಾಣಿಕವಾಗಿ ಕೆಲಸ ಮಾಡಿ	[204, 345, 521, 385]
kirusuddi-title	[68, 100, 184, 126]
sidebar-heading-5: ಗ್ರಾಮ ಸಹಾಯಕ ನಿಧನ	[22, 924, 104, 937]
paper-tagline: ನಮ್ಮ ಸಂಸ್ಕೃತಿಯ ಪ್ರತಿಬಿಂಬ	[808, 60, 857, 66]
stri-body: ಶಿವಮೊಗ್ಗ: ಕರ್ನಾಟಕ ಸಂಘ ಭವನದಲ್ಲಿ ಮಾರ್ಚ್ 21ರ ಸಂಜೆ 5.30ಕ್ಕೆ 'ಸ್ತ್ರೀ ಎಂದರೆ ಅಷ್ಟೇ ಸಾಕೆ' ಎಂಬ ವಿಶೇಷ ಕಾರ್ಯಕ್ರಮ ಆಯೋಜಿಸಲಾಗಿದೆ. ಮಹಿಳಾ ದಿನಾಚರಣೆಯ ಪ್ರಯುಕ್ತ ಹಮ್ಮಿಕೊಂಡಿರುವ ಕಾರ್ಯಕ್ರಮದಲ್ಲಿ ಸಾಹಿತಿಗಳು, ಕಲಾವಿದರು ಭಾಗವಹಿಸಲಿದ್ದಾರೆ. ಗಾಯನ, ನೃತ್ಯ ಹಾಗೂ ವಿಚಾರಗೋಷ್ಠಿ ನಡೆಯಲಿದೆ. ಸಾರ್ವಜನಿಕರು ಭಾಗವಹಿಸಬಹುದು.	[464, 988, 630, 1031]
sidebar-body-3: ಶಿವಮೊಗ್ಗ: ನಗರದ ಅಂಬೇಡ್ಕರ್ ಭವನದಲ್ಲಿ ಪ್ರತಿರೋಧ ಚಳವಳಿ ಸಮಿತಿ ವತಿಯಿಂದ ಶೋಷಿತರ ಸಂಘರ್ಷ ದಿನಾಚರಣೆಯನ್ನು ಮಾರ್ಚ್ 20ರಂದು ಆಯೋಜಿಸಲಾಗಿದೆ. ಕಾರ್ಯಕ್ರಮದಲ್ಲಿ ಸಮುದಾಯದ ಮುಖಂಡರು ಭಾಗವಹಿಸಲಿದ್ದಾರೆ ಎಂದು ಪ್ರಕಟಣೆ ತಿಳಿಸಿದೆ.	[22, 578, 190, 612]
section-divider-gray-2	[732, 1162, 922, 1167]
college-body-col1: ಸಾಗರ: ಸಂಜಯ ಮೆಮೋರಿಯಲ್ ಪಾಲಿಟೆಕ್ನಿಕ್ ಕಾಲೇಜಿನ ತಾಂತ್ರಿಕ ವಿಭಾಗದ ವಿದ್ಯಾರ್ಥಿಗಳಿಗೆ ಮಾ.21ರಂದು ಬೆಳಗ್ಗೆ 9–30ಕ್ಕೆ ಕಾಲೇಜಿನ ಸಭಾಂಗಣದಲ್ಲಿ ಕಾಲೇಜು ಟು ಕಾರ್ಪೊರೇಟ್ ಎಂಬ ತರಬೇತಿ ಕಾರ್ಯಕ್ರಮ ಹಮ್ಮಿಕೊಳ್ಳಲಾಗಿದೆ ಎಂದು ಸಂಸ್ಥೆಯ ಅಧ್ಯಕ್ಷೆ ಡಾ. ರಾಜನಂದಿನಿ ಕಾಗೋಡು ತಿಳಿಸಿದರು. ಪತ್ರಿಕಾಗೋಷ್ಠಿಯಲ್ಲಿ ಮಾತನಾಡಿದ ಅವರು, ಬೆಂಗಳೂರಿನ ಸಂಸ್ಥೆಯ ಸಹಯೋಗದಲ್ಲಿ ಕಾರ್ಯಕ್ರಮ ನಡೆಯಲಿದ್ದು, ವಿದ್ಯಾರ್ಥಿಗಳಿಗೆ ಉದ್ಯೋಗ ಅವಕಾಶಗಳ ಬಗ್ಗೆ ಮಾರ್ಗದರ್ಶನ ನೀಡಲಾಗುವುದು. ಗ್ರಾಮೀಣ ಭಾಗದ ವಿದ್ಯಾರ್ಥಿಗಳಿಗೆ ಇದು ಸಹಕಾರಿಯಾಗಲಿದೆ.	[24, 1262, 170, 1331]
sidebar-body-1	[22, 250, 190, 392]
photo-jds-group	[790, 366, 920, 438]
date-block	[48, 38, 188, 88]
photo-mahila-dinacharane	[202, 92, 436, 222]
max-temp-block	[505, 36, 545, 76]
krishi-headline: ಕೃಷಿಕರನ್ನು ಸನ್ಮಾನಿಸುವುದರಲ್ಲಿ ಅರ್ಥವಿದೆ	[204, 947, 365, 962]
max-temp-label: ಗರಿಷ್ಠ	[505, 36, 518, 44]
sidebar	[20, 90, 192, 1160]
min-temp-value: 24°	[550, 45, 585, 66]
